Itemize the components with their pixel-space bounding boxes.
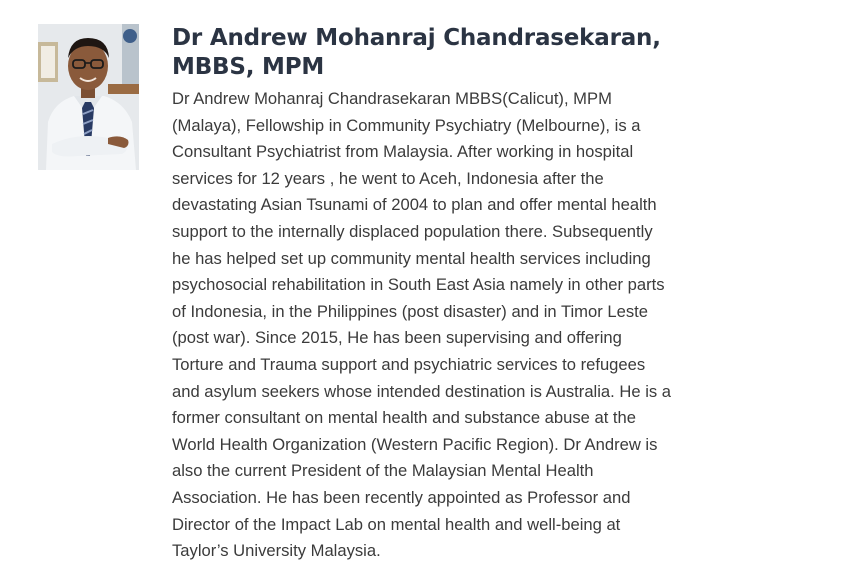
profile-bio: Dr Andrew Mohanraj Chandrasekaran MBBS(Calicut), MPM (Malaya), Fellowship in Community Psychiatry (Melbourne), is a Consultant Psychiatrist from Malaysia. After working in hospital services for 12 years , he went to Aceh, Indonesia after the devastating Asian Tsunami of 2004 to plan and offer mental health support to the internally displaced population there. Subsequently he has helped set up community mental health services including psychosocial rehabilitation in South East Asia namely in other parts of Indonesia, in the Philippines (post disaster) and in Timor Leste (post war). Since 2015, He has been supervising and offering Torture and Trauma support and psychiatric services to refugees and asylum seekers whose intended destination is Australia. He is a former consultant on mental health and substance abuse at the World Health Organization (Western Pacific Region). Dr Andrew is also the current President of the Malaysian Mental Health Association. He has been recently appointed as Professor and Director of the Impact Lab on mental health and well-being at Taylor’s University Malaysia. <box>172 89 672 561</box>
profile-photo <box>38 24 139 170</box>
profile-name-heading: Dr Andrew Mohanraj Chandrasekaran, MBBS, MPM <box>172 25 661 80</box>
profile-content <box>172 24 678 565</box>
profile-card <box>38 24 678 565</box>
